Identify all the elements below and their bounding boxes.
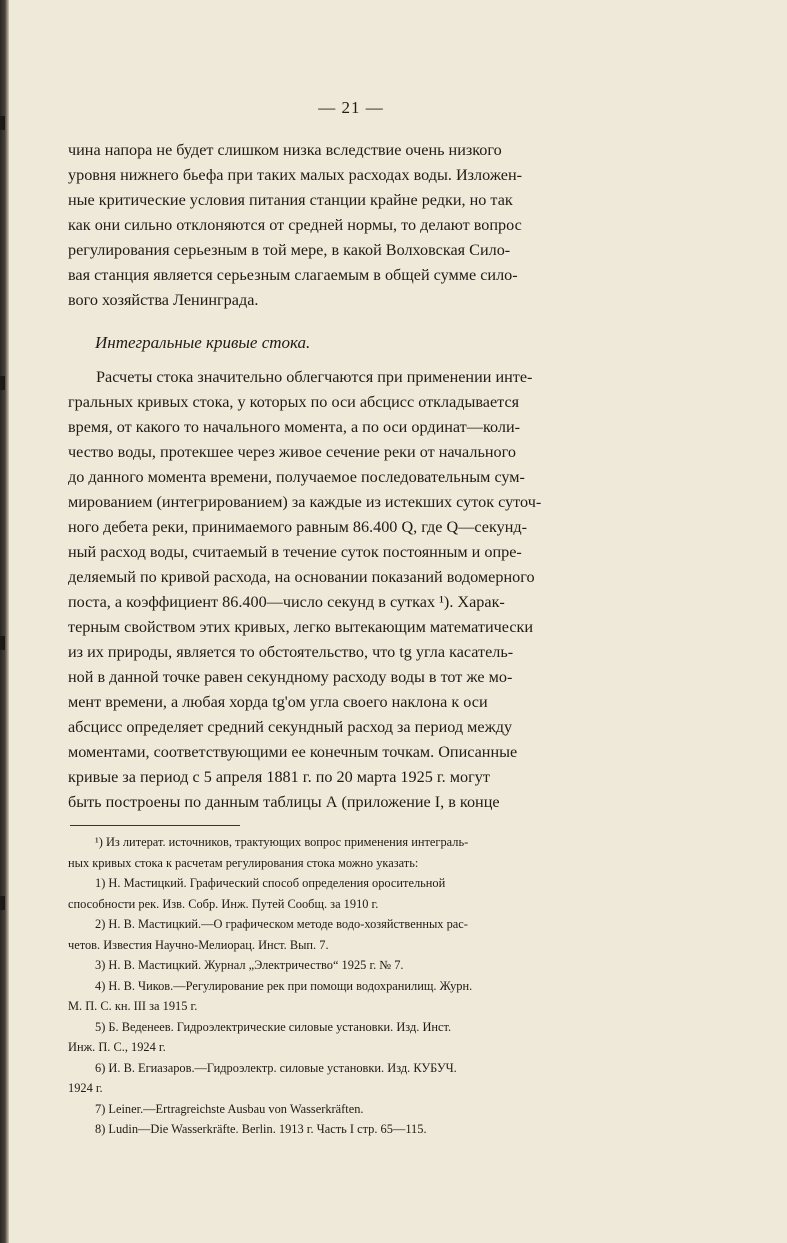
footnote-line: способности рек. Изв. Собр. Инж. Путей Сообщ. за 1910 г. — [68, 896, 379, 911]
text-line: из их природы, является то обстоятельство, что tg угла касатель- — [68, 643, 514, 661]
footnote-line: 6) И. В. Егиазаров.—Гидроэлектр. силовые установки. Изд. КУБУЧ. — [95, 1060, 457, 1075]
book-page — [68, 96, 630, 1140]
footnote-line: четов. Известия Научно-Мелиорац. Инст. Вып. 7. — [68, 937, 329, 952]
footnote-line: 3) Н. В. Мастицкий. Журнал „Электричество“ 1925 г. № 7. — [95, 958, 404, 972]
text-line: до данного момента времени, получаемое последовательным сум- — [68, 468, 525, 486]
text-line: ной в данной точке равен секундному расходу воды в тот же мо- — [68, 668, 513, 686]
text-line: ные критические условия питания станции крайне редки, но так — [68, 191, 513, 209]
text-line: быть построены по данным таблицы А (приложение I, в конце — [68, 793, 500, 811]
text-line: Расчеты стока значительно облегчаются при применении инте- — [96, 368, 533, 386]
footnote-line: 2) Н. В. Мастицкий.—О графическом методе водо-хозяйственных рас- — [95, 917, 468, 931]
section-heading: Интегральные кривые стока. — [95, 333, 311, 352]
binding-mark — [0, 116, 5, 130]
text-line: моментами, соответствующими ее конечным точкам. Описанные — [68, 743, 518, 761]
paragraph-intro — [68, 138, 630, 313]
text-line: вого хозяйства Ленинграда. — [68, 291, 259, 309]
page-number: — 21 — — [318, 98, 384, 117]
text-line: время, от какого то начального момента, а по оси ординат—коли- — [68, 418, 520, 436]
footnote-line: Инж. П. С., 1924 г. — [68, 1040, 166, 1054]
footnote-line: М. П. С. кн. III за 1915 г. — [68, 999, 198, 1013]
text-line: гральных кривых стока, у которых по оси абсцисс откладывается — [68, 393, 520, 411]
text-line: чество воды, протекшее через живое сечение реки от начального — [68, 443, 516, 461]
text-line: вая станция является серьезным слагаемым в общей сумме сило- — [68, 266, 518, 284]
text-line: регулирования серьезным в той мере, в какой Волховская Сило- — [68, 241, 511, 259]
footnote-line: 8) Ludin—Die Wasserkräfte. Berlin. 1913 г. Часть I стр. 65—115. — [95, 1122, 427, 1136]
text-line: мент времени, а любая хорда tg'ом угла своего наклона к оси — [68, 693, 488, 711]
text-line: кривые за период с 5 апреля 1881 г. по 20 марта 1925 г. могут — [68, 768, 490, 786]
text-line: абсцисс определяет средний секундный расход за период между — [68, 718, 513, 736]
binding-mark — [0, 636, 5, 650]
scan-page-edge — [0, 0, 9, 1243]
footnote-line: ных кривых стока к расчетам регулирования стока можно указать: — [68, 855, 419, 870]
text-line: чина напора не будет слишком низка вследствие очень низкого — [68, 141, 502, 159]
text-line: уровня нижнего бьефа при таких малых расходах воды. Изложен- — [68, 166, 523, 184]
text-line: мированием (интегрированием) за каждые из истекших суток суточ- — [68, 493, 542, 511]
footnote-line: 7) Leiner.—Ertragreichste Ausbau von Wasserkräften. — [95, 1101, 364, 1116]
footnote-line: 1) Н. Мастицкий. Графический способ определения оросительной — [95, 876, 446, 890]
binding-mark — [0, 376, 5, 390]
footnote-line: ¹) Из литерат. источников, трактующих вопрос применения интеграль- — [95, 835, 469, 849]
footnote-line: 4) Н. В. Чиков.—Регулирование рек при помощи водохранилищ. Журн. — [95, 978, 473, 993]
footnote-separator — [70, 825, 240, 826]
text-line: ного дебета реки, принимаемого равным 86.400 Q, где Q—секунд- — [68, 518, 527, 536]
text-line: поста, а коэффициент 86.400—число секунд в сутках ¹). Харак- — [68, 593, 505, 611]
text-line: как они сильно отклоняются от средней нормы, то делают вопрос — [68, 216, 522, 234]
footnote-line: 5) Б. Веденеев. Гидроэлектрические силовые установки. Изд. Инст. — [95, 1019, 452, 1034]
binding-mark — [0, 896, 5, 910]
paragraph-integral-curves — [68, 365, 630, 815]
footnotes — [68, 832, 630, 1140]
text-line: терным свойством этих кривых, легко вытекающим математически — [68, 618, 534, 636]
text-line: деляемый по кривой расхода, на основании показаний водомерного — [68, 568, 535, 586]
text-line: ный расход воды, считаемый в течение суток постоянным и опре- — [68, 543, 522, 561]
footnote-line: 1924 г. — [68, 1081, 103, 1095]
